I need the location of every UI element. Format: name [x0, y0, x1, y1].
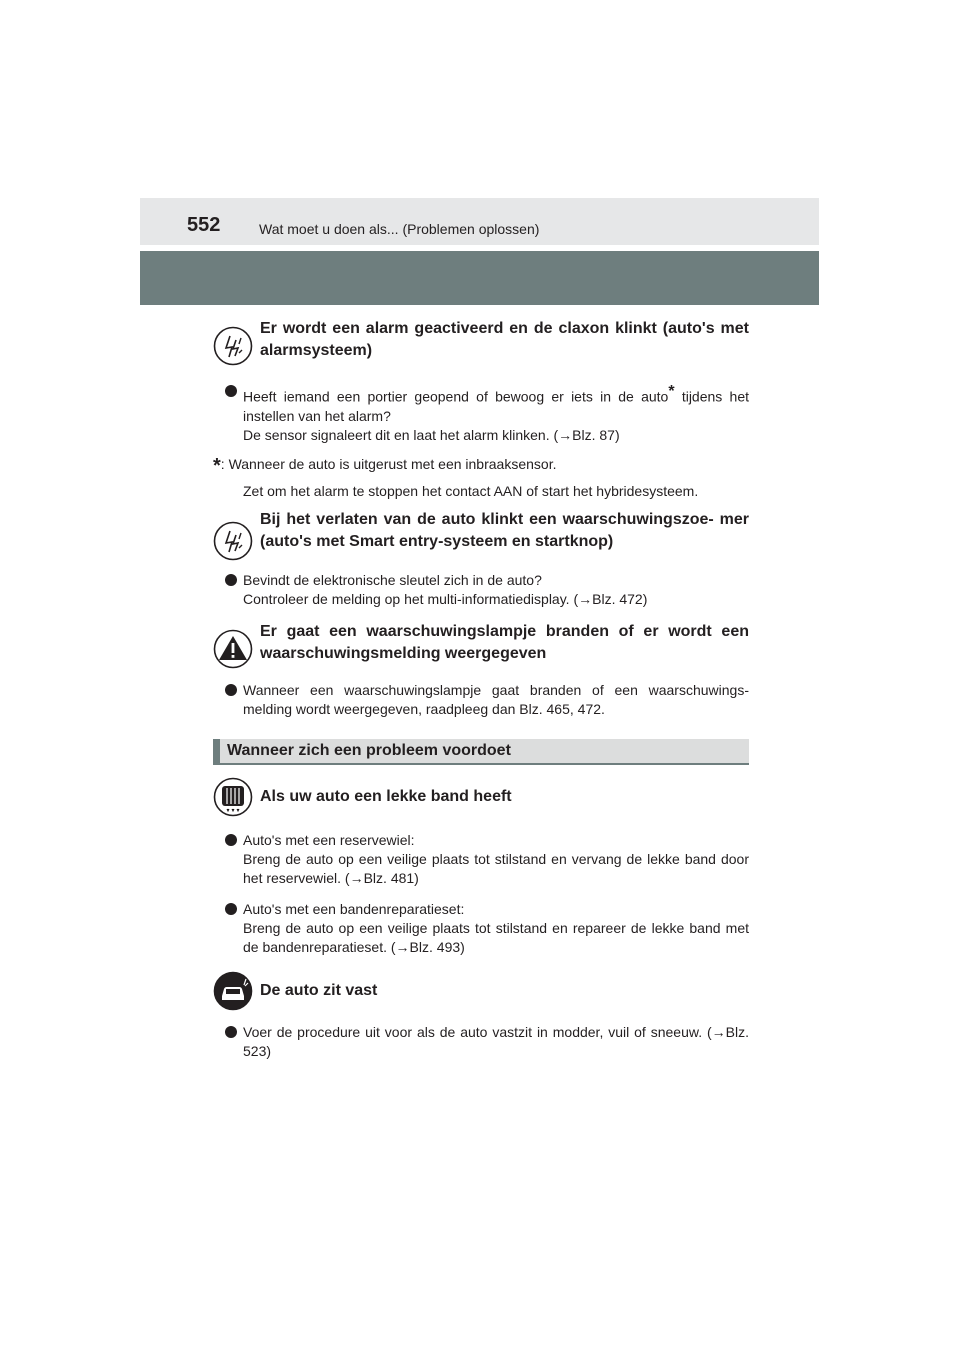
bullet-dot: [225, 574, 237, 586]
bullet-item: [213, 900, 749, 957]
bullet-text: Breng de auto op een veilige plaats tot stilstand en vervang de lekke band door het reservewiel. (→Blz. 481): [243, 850, 749, 886]
bullet-text: Breng de auto op een veilige plaats tot stilstand en repareer de lekke band met de bandenreparatieset. (→Blz. 493): [243, 919, 749, 955]
subsection-title: Er gaat een waarschuwingslampje branden of er wordt een waarschuwingsmelding weergegeven: [260, 622, 749, 662]
subsection-alarm: [213, 318, 749, 366]
bullet-item: [213, 382, 749, 445]
bullet-item: [213, 831, 749, 888]
bullet-dot: [225, 1026, 237, 1038]
subsection-title: Als uw auto een lekke band heeft: [260, 787, 512, 805]
bullet-line: De sensor signaleert dit en laat het alarm klinken. (→Blz. 87): [243, 426, 620, 443]
bullet-line: Heeft iemand een portier geopend of bewoog er iets in de auto: [243, 388, 669, 405]
bullet-item: [213, 1023, 749, 1061]
footnote: [213, 455, 749, 476]
bullet-line: tijdens het instellen van het alarm?: [243, 388, 749, 424]
subsection-flat-tire: [213, 769, 749, 817]
bullet-lead: Auto's met een reservewiel:: [243, 831, 415, 848]
subsection-stuck-car: [213, 963, 749, 1011]
stuck-car-icon: [213, 971, 253, 1011]
flat-tire-icon: [213, 777, 253, 817]
footnote-mark: *: [213, 454, 221, 477]
section-heading-bar: [213, 739, 749, 765]
page-number: 552: [187, 214, 221, 236]
bullet-line: Controleer de melding op het multi-informatiedisplay. (→Blz. 472): [243, 590, 648, 607]
bullet-text: Voer de procedure uit voor als de auto vastzit in modder, vuil of sneeuw. (→Blz. 523): [243, 1023, 749, 1059]
bullet-dot: [225, 834, 237, 846]
footnote-extra: Zet om het alarm te stoppen het contact AAN of start het hybridesysteem.: [243, 482, 699, 499]
bullet-dot: [225, 385, 237, 397]
subsection-title: De auto zit vast: [260, 981, 378, 999]
bullet-item: [213, 681, 749, 719]
running-title: Wat moet u doen als... (Problemen oplossen): [259, 221, 540, 237]
bullet-dot: [225, 684, 237, 696]
subsection-title: Bij het verlaten van de auto klinkt een waarschuwingszoe- mer (auto's met Smart entry-systeem en startknop): [260, 510, 749, 550]
footnote-mark: *: [668, 383, 675, 400]
header-bar: [140, 251, 819, 305]
alarm-sound-icon: [213, 326, 253, 366]
subsection-title: Er wordt een alarm geactiveerd en de claxon klinkt (auto's met alarmsysteem): [260, 320, 749, 359]
section-heading: Wanneer zich een probleem voordoet: [227, 741, 511, 759]
bullet-dot: [225, 903, 237, 915]
alarm-sound-icon: [213, 521, 253, 561]
bullet-text: Wanneer een waarschuwingslampje gaat branden of een waarschuwings- melding wordt weergegeven, raadpleeg dan Blz. 465, 472.: [243, 681, 749, 717]
subsection-warning-light: [213, 621, 749, 669]
subsection-key-buzzer: [213, 509, 749, 561]
bullet-line: Bevindt de elektronische sleutel zich in de auto?: [243, 571, 542, 588]
bullet-item: [213, 571, 749, 609]
bullet-lead: Auto's met een bandenreparatieset:: [243, 900, 465, 917]
footnote-text: : Wanneer de auto is uitgerust met een inbraaksensor.: [220, 455, 557, 472]
warning-triangle-icon: [213, 629, 253, 669]
page-content: [213, 318, 749, 1061]
